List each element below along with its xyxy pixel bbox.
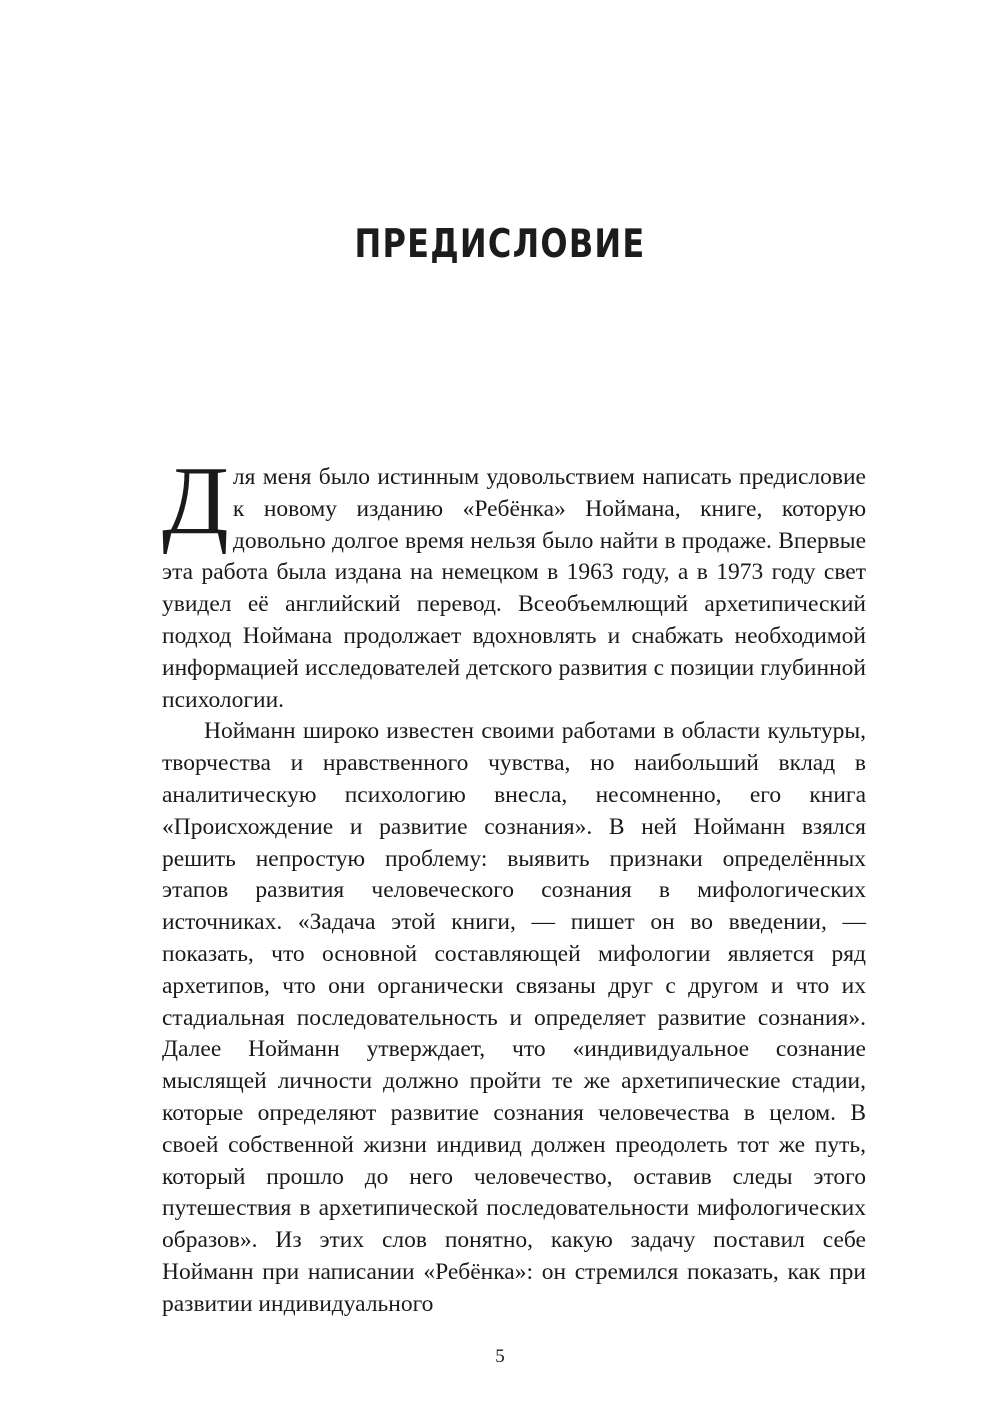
paragraph-1-text: ля меня было истинным удовольствием написать предисловие к новому изданию «Ребёнка» Ноймана, книге, которую довольно долгое время нельзя было найти в продаже. Впервые эта работа была издана на немецком в 1963 году, а в 1973 году свет увидел её английский перевод. Всеобъемлющий архетипический подход Ноймана продолжает вдохновлять и снабжать необходимой информацией исследователей детского развития с позиции глубинной психологии. — [162, 464, 866, 713]
chapter-title: ПРЕДИСЛОВИЕ — [354, 222, 646, 267]
page-number: 5 — [495, 1346, 505, 1367]
body-text — [162, 447, 866, 1321]
paragraph-1 — [162, 447, 866, 716]
drop-cap: Д — [162, 447, 229, 555]
paragraph-2: Нойманн широко известен своими работами в области культуры, творчества и нравственного чувства, но наибольший вклад в аналитическую психологию внесла, несомненно, его книга «Происхождение и развитие сознания». В ней Нойманн взялся решить непростую проблему: выявить признаки определённых этапов развития человеческого сознания в мифологических источниках. «Задача этой книги, — пишет он во введении, — показать, что основной составляющей мифологии является ряд архетипов, что они органически связаны друг с другом и что их стадиальная последовательность и определяет развитие сознания». Далее Нойманн утверждает, что «индивидуальное сознание мыслящей личности должно пройти те же архетипические стадии, которые определяют развитие сознания человечества в целом. В своей собственной жизни индивид должен преодолеть тот же путь, который прошло до него человечество, оставив следы этого путешествия в архетипической последовательности мифологических образов». Из этих слов понятно, какую задачу поставил себе Нойманн при написании «Ребёнка»: он стремился показать, как при развитии индивидуального — [162, 718, 866, 1317]
